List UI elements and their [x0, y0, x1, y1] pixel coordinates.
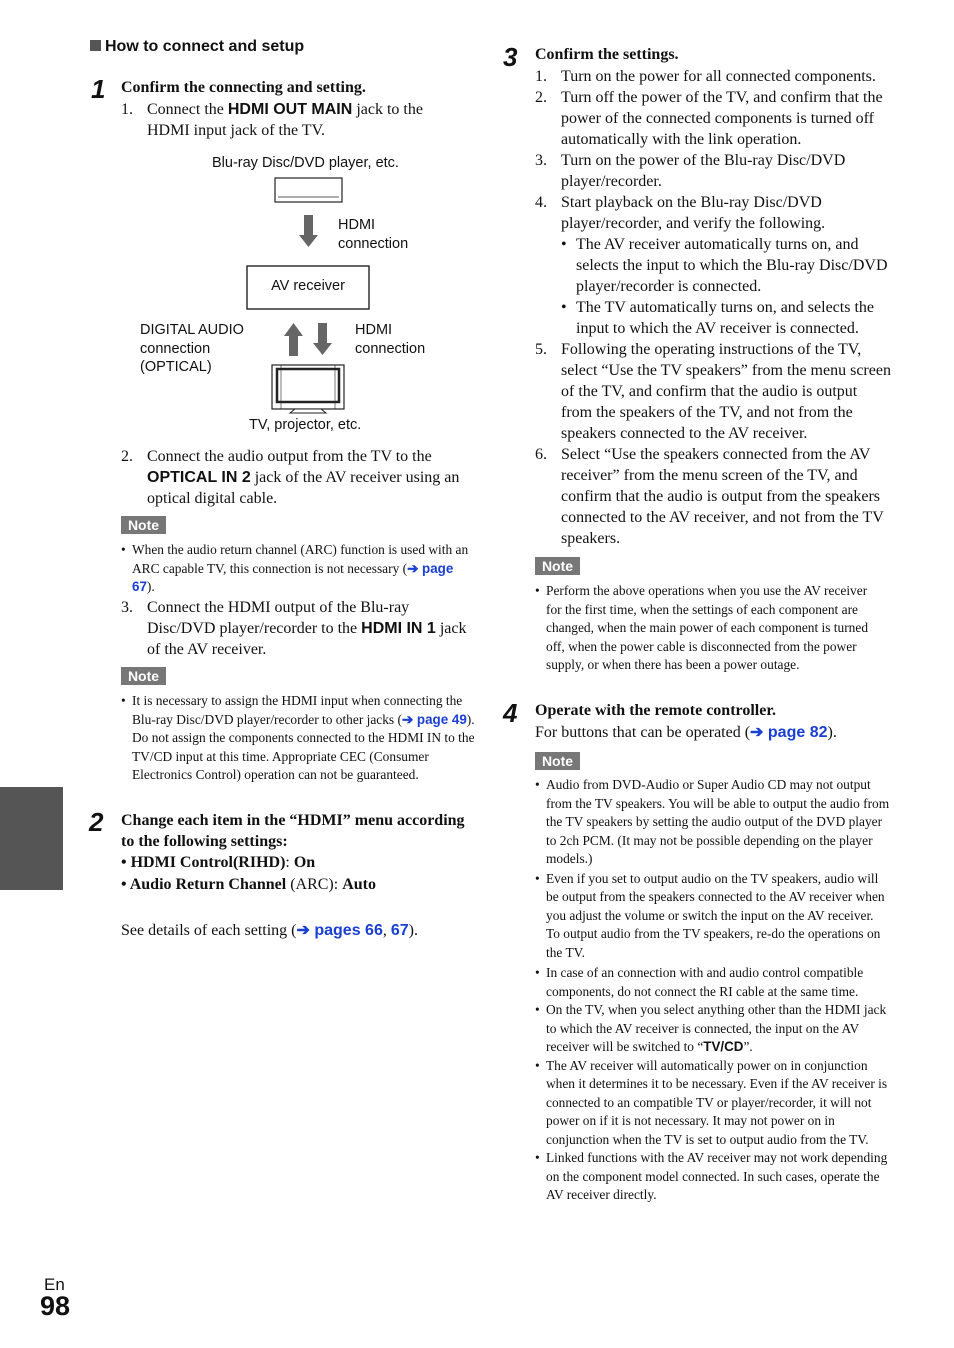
language-label: En — [44, 1275, 65, 1294]
item-text: Turn on the power for all connected components. — [561, 68, 876, 85]
note-badge: Note — [121, 667, 166, 685]
note-text: Linked functions with the AV receiver may not work depending on the component model connected. In such cases, operate the AV receiver directly. — [546, 1150, 888, 1202]
page-link[interactable]: 67 — [390, 922, 409, 939]
hdmi-label: HDMI — [355, 322, 393, 338]
input-name: TV/CD — [703, 1039, 744, 1054]
step-number: 3 — [503, 42, 518, 72]
step-number: 2 — [89, 807, 104, 837]
note-badge: Note — [535, 557, 580, 575]
step-title: Operate with the remote controller. — [535, 702, 776, 719]
hdmi-label: HDMI — [338, 217, 376, 233]
note-1: • When the audio return channel (ARC) function is used with an ARC capable TV, this connection is not necessary (➔ page 67). — [121, 542, 469, 594]
list-item — [535, 339, 891, 444]
item-text: Turn on the power of the Blu-ray Disc/DVD player/recorder. — [561, 152, 846, 190]
jack-name: OPTICAL IN 2 — [147, 469, 251, 486]
jack-name: HDMI OUT MAIN — [227, 101, 353, 118]
text: For buttons that can be operated ( — [535, 724, 751, 741]
page-number: 98 — [40, 1291, 71, 1321]
page-link[interactable]: ➔ page 67 — [132, 560, 454, 594]
note-2: • It is necessary to assign the HDMI input when connecting the Blu-ray Disc/DVD player/recorder to other jacks (➔ page 49). Do not assign the components connected to the HDMI IN to the TV/CD input at this time. Appropriate CEC (Consumer Electronics Control) operation can not be guaranteed. — [121, 693, 475, 782]
item-text: jack of the AV receiver. — [147, 620, 467, 658]
list-item — [535, 444, 891, 549]
section-header — [90, 38, 304, 56]
item-text: Following the operating instructions of the TV, select “Use the TV speakers” from the menu screen of the TV, and confirm that the audio is output from the speakers of the TV, and not from the speakers connected to the AV receiver. — [561, 341, 891, 442]
jack-name: HDMI IN 1 — [361, 620, 436, 637]
section-tab — [0, 787, 63, 890]
text: , — [382, 922, 391, 939]
item-number: 3. — [121, 599, 133, 616]
setting-label-suffix: (ARC): — [286, 876, 343, 893]
optical-up-arrow — [284, 323, 303, 336]
note-text: Audio from DVD-Audio or Super Audio CD may not output from the TV speakers. You will be able to output the audio from the TV speakers by setting the audio output of the DVD player to 2ch PCM. (It may not be possible depending on the player models.) — [546, 777, 890, 866]
player-box — [275, 178, 342, 202]
setting-value: On — [293, 854, 316, 871]
item-text: Select “Use the speakers connected from the AV receiver” from the menu screen of the TV, and confirm that the audio is output from the speakers connected to the AV receiver, and not from the TV speakers. — [561, 446, 884, 547]
diagram-graphics — [130, 150, 480, 440]
setting-label: • HDMI Control(RIHD) — [121, 854, 286, 871]
note-text: The AV receiver will automatically power on in conjunction when it determines it to be necessary. Even if the AV receiver is connected to an compatible TV or player/recorder, it will not power on if it is not necessary. It may not power on in conjunction when the TV is set to output audio from the TV. — [546, 1057, 888, 1147]
item-text: The TV automatically turns on, and selects the input to which the AV receiver is connected. — [576, 299, 874, 337]
step1-item1 — [121, 99, 461, 141]
list-item — [535, 192, 891, 234]
note-text: It is necessary to assign the HDMI input when connecting the Blu-ray Disc/DVD player/recorder to other jacks ( — [132, 693, 463, 727]
page-link[interactable]: ➔ page 49 — [401, 711, 467, 727]
item-text: Start playback on the Blu-ray Disc/DVD player/recorder, and verify the following. — [561, 194, 826, 232]
item-number: 2. — [121, 448, 133, 465]
list-item — [535, 150, 891, 192]
connection-label: connection — [140, 341, 211, 357]
see-details — [121, 920, 418, 941]
sub-list-item — [561, 234, 891, 297]
square-bullet-icon — [90, 40, 101, 51]
item-text: Turn off the power of the TV, and confirm that the power of the connected components is turned off automatically with the link operation. — [561, 89, 883, 148]
connection-diagram — [130, 150, 480, 440]
section-header-text: How to connect and setup — [105, 38, 305, 55]
setting-arc — [121, 874, 376, 895]
note-badge: Note — [121, 516, 166, 534]
separator: : — [285, 854, 294, 871]
step-title: Confirm the settings. — [535, 46, 679, 63]
step4-text — [535, 722, 837, 743]
sub-list-item — [561, 297, 891, 339]
setting-value: Auto — [342, 876, 376, 893]
note-text: ). — [146, 579, 155, 594]
note-text: Even if you set to output audio on the TV speakers, audio will be output from the speakers connected to the AV receiver when you adjust the volume or switch the input on the AV receiver. To output audio from the TV speakers, re-do the operations on the TV. — [546, 870, 885, 960]
step1-item2 — [121, 446, 476, 509]
item-text: The AV receiver automatically turns on, and selects the input to which the Blu-ray Disc/DVD player/recorder is connected. — [576, 236, 888, 295]
text: See details of each setting ( — [121, 922, 297, 939]
step-number: 1 — [91, 74, 106, 104]
player-label: Blu-ray Disc/DVD player, etc. — [212, 155, 399, 171]
step-number: 4 — [503, 698, 518, 728]
item-text: Connect the audio output from the TV to the — [147, 448, 432, 465]
note-text: In case of an connection with and audio control compatible components, do not connect the RI cable at the same time. — [546, 965, 864, 999]
hdmi-down-arrow-2 — [318, 323, 327, 343]
note-text: Perform the above operations when you use the AV receiver for the first time, when the settings of each component are changed, when the main power of each component is turned off, when the power cable is disconnected from the power supply, or when there has been a power outage. — [546, 583, 869, 672]
list-item — [535, 87, 891, 150]
tv-label: TV, projector, etc. — [249, 417, 362, 433]
step3-list — [535, 66, 891, 549]
list-item — [535, 66, 891, 87]
item-text: Connect the — [147, 101, 228, 118]
item-text: Connect the HDMI output of the Blu-ray Disc/DVD player/recorder to the — [147, 599, 410, 637]
step1-item3 — [121, 597, 476, 660]
bullet: • — [561, 236, 567, 253]
item-number: 1. — [535, 68, 547, 85]
text: ). — [408, 922, 418, 939]
note-text: ). Do not assign the components connected to the HDMI IN to the TV/CD input at this time. Appropriate CEC (Consumer Electronics Control) operation can not be guaranteed. — [132, 711, 475, 782]
item-number: 1. — [121, 101, 133, 118]
setting-label: • Audio Return Channel — [121, 876, 287, 893]
note-text: When the audio return channel (ARC) function is used with an ARC capable TV, this connection is not necessary ( — [132, 542, 469, 576]
note-text: ”. — [743, 1039, 753, 1054]
item-number: 2. — [535, 89, 547, 106]
note-text: On the TV, when you select anything other than the HDMI jack to which the AV receiver is connected, the input on the AV receiver will be switched to “ — [546, 1002, 887, 1054]
note-badge: Note — [535, 752, 580, 770]
note-4: • Audio from DVD-Audio or Super Audio CD may not output from the TV speakers. You will be able to output the audio from the TV speakers by setting the audio output of the DVD player to 2ch PCM. (It may not be possible depending on the player models.) • Even if you set to output audio on the TV speakers, audio will be output from the speakers connected to the AV receiver when you adjust the volume or switch the input on the AV receiver. To output audio from the TV speakers, re-do the operations on the TV. • In case of an connection with and audio control compatible components, do not connect the RI cable at the same time. • On the TV, when you select anything other than the HDMI jack to which the AV receiver is connected, the input on the AV receiver will be switched to “TV/CD”. • The AV receiver will automatically power on in conjunction when it determines it to be necessary. Even if the AV receiver is connected to an compatible TV or player/recorder, it will not power on if it is not necessary. It may not power on in conjunction when the TV is set to output audio from the TV. • Linked functions with the AV receiver may not work depending on the component model connected. In such cases, operate the AV receiver directly. — [535, 777, 890, 1202]
connection-label: connection — [355, 341, 426, 357]
av-receiver-label: AV receiver — [271, 278, 345, 294]
page-link[interactable]: ➔ page 82 — [750, 724, 828, 741]
setting-hdmi-control — [121, 852, 315, 873]
item-number: 5. — [535, 341, 547, 358]
digital-audio-label: DIGITAL AUDIO — [140, 322, 244, 338]
step-title: Confirm the connecting and setting. — [121, 79, 366, 96]
bullet: • — [561, 299, 567, 316]
item-text: jack of the AV receiver using an optical digital cable. — [147, 469, 460, 507]
item-number: 3. — [535, 152, 547, 169]
step-title: Change each item in the “HDMI” menu according to the following settings: — [121, 812, 465, 850]
optical-label: (OPTICAL) — [140, 359, 212, 375]
connection-label: connection — [338, 236, 409, 252]
item-number: 4. — [535, 194, 547, 211]
item-number: 6. — [535, 446, 547, 463]
page-link[interactable]: ➔ pages 66 — [296, 922, 383, 939]
item-text: jack to the HDMI input jack of the TV. — [147, 101, 423, 139]
hdmi-down-arrow — [304, 215, 313, 235]
note-3: • Perform the above operations when you use the AV receiver for the first time, when the settings of each component are changed, when the main power of each component is turned off, when the power cable is disconnected from the power supply, or when there has been a power outage. — [535, 583, 869, 672]
text: ). — [827, 724, 837, 741]
